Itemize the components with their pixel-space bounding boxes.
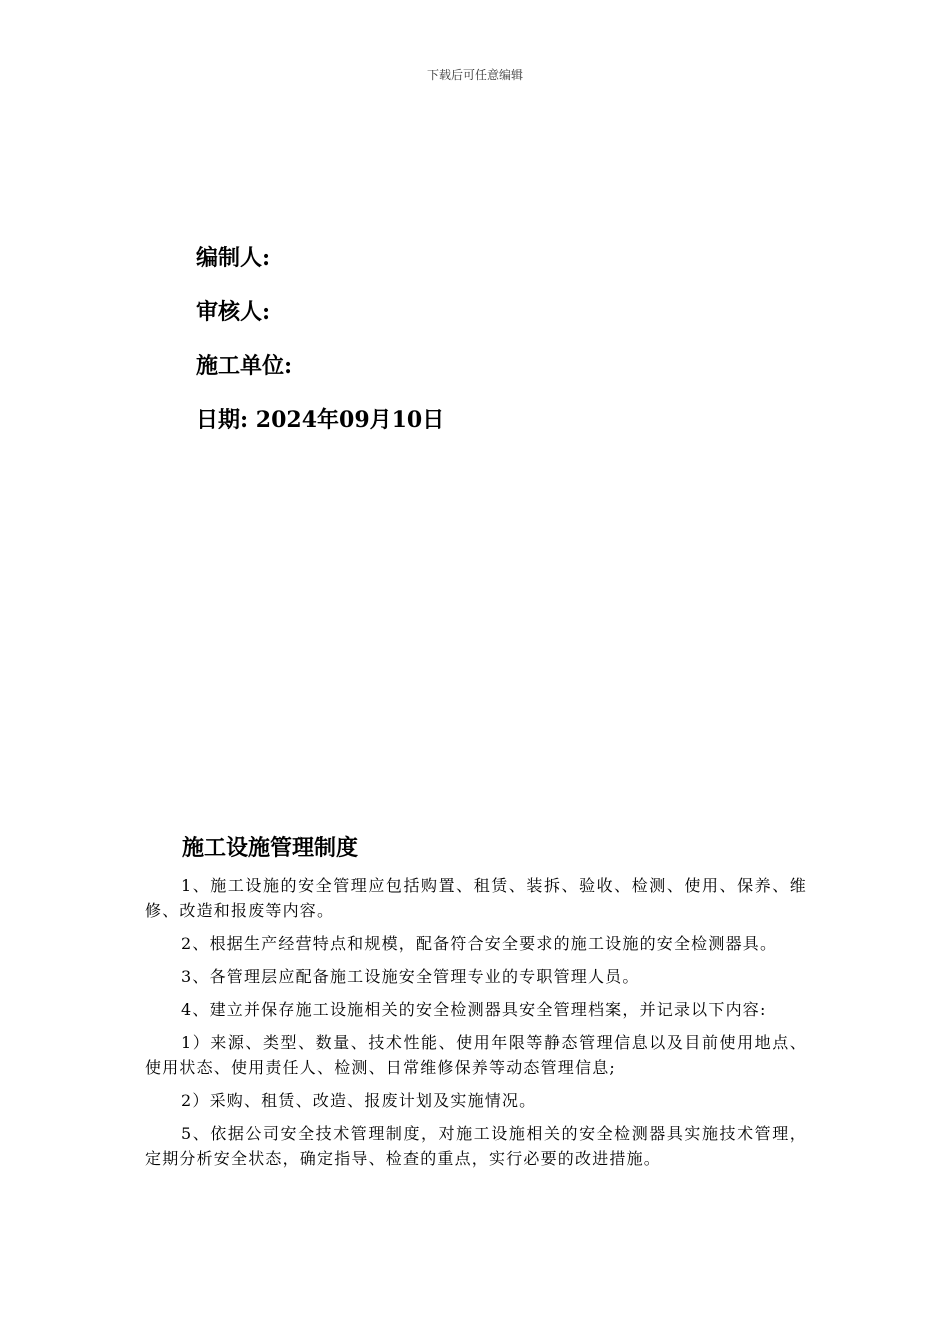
reviewer-label: 审核人: xyxy=(196,299,271,325)
section-body xyxy=(145,873,807,1179)
paragraph: 3、各管理层应配备施工设施安全管理专业的专职管理人员。 xyxy=(181,967,640,986)
paragraph: 5、依据公司安全技术管理制度，对施工设施相关的安全检测器具实施技术管理，定期分析安全状态，确定指导、检查的重点，实行必要的改进措施。 xyxy=(145,1124,807,1168)
cover-info xyxy=(196,238,444,454)
paragraph: 4、建立并保存施工设施相关的安全检测器具安全管理档案，并记录以下内容: xyxy=(181,1000,767,1019)
section-title: 施工设施管理制度 xyxy=(182,835,359,861)
header-note: 下载后可任意编辑 xyxy=(426,68,523,82)
compiler-label: 编制人: xyxy=(196,245,271,271)
paragraph: 2）采购、租赁、改造、报废计划及实施情况。 xyxy=(181,1091,537,1110)
construction-unit-label: 施工单位: xyxy=(196,353,293,379)
paragraph: 2、根据生产经营特点和规模，配备符合安全要求的施工设施的安全检测器具。 xyxy=(181,934,778,953)
date-line: 日期: 2024年09月10日 xyxy=(196,407,445,433)
paragraph: 1、施工设施的安全管理应包括购置、租赁、装拆、验收、检测、使用、保养、维修、改造和报废等内容。 xyxy=(145,876,807,920)
paragraph: 1）来源、类型、数量、技术性能、使用年限等静态管理信息以及目前使用地点、使用状态、使用责任人、检测、日常维修保养等动态管理信息; xyxy=(145,1033,807,1077)
